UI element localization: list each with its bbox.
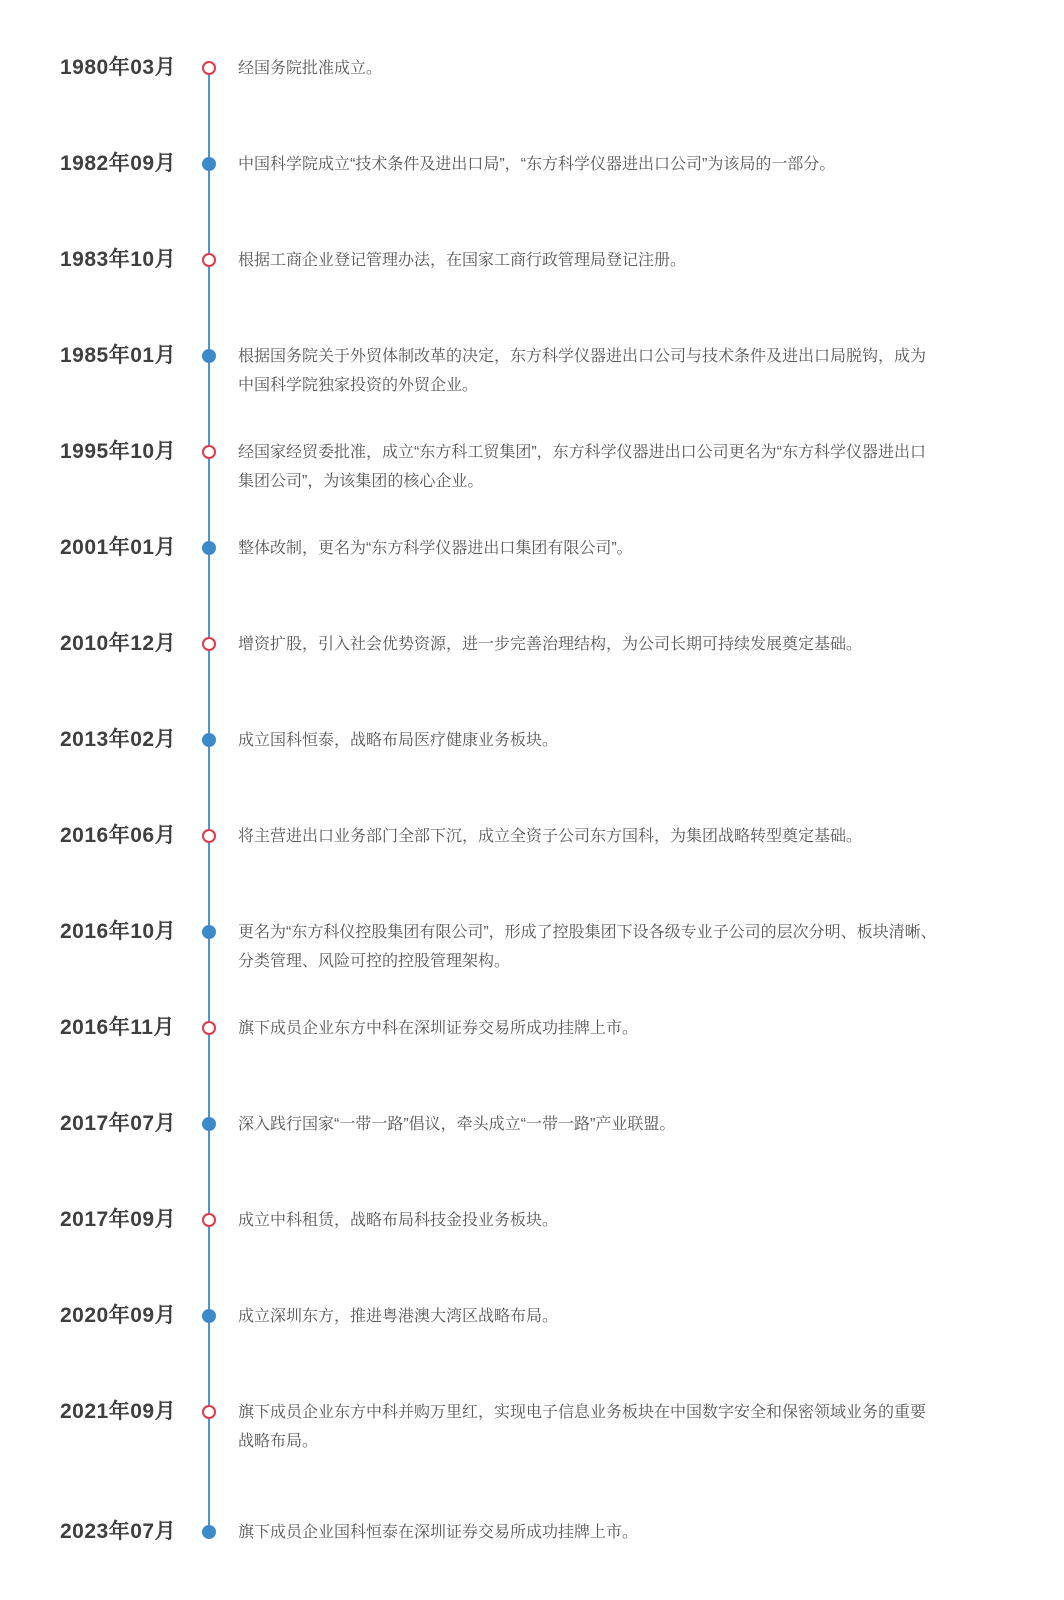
timeline-item-description: 整体改制，更名为“东方科学仪器进出口集团有限公司”。 bbox=[238, 540, 633, 557]
timeline-item-date: 2016年11月 bbox=[60, 1016, 175, 1039]
timeline-item-date: 2016年06月 bbox=[60, 824, 177, 847]
timeline-dot-icon bbox=[202, 1117, 216, 1131]
timeline-ring-icon bbox=[202, 1021, 216, 1035]
timeline-item bbox=[60, 920, 1024, 1016]
timeline-dot-icon bbox=[202, 1525, 216, 1539]
timeline-item-description: 根据国务院关于外贸体制改革的决定，东方科学仪器进出口公司与技术条件及进出口局脱钩，成为中国科学院独家投资的外贸企业。 bbox=[238, 348, 927, 394]
timeline-ring-icon bbox=[202, 1405, 216, 1419]
timeline-item-date: 2017年07月 bbox=[60, 1112, 177, 1135]
timeline-item-description: 深入践行国家“一带一路”倡议，牵头成立“一带一路”产业联盟。 bbox=[238, 1116, 676, 1133]
timeline-item-date: 2016年10月 bbox=[60, 920, 177, 943]
timeline-marker-column bbox=[180, 1304, 238, 1323]
timeline-item bbox=[60, 440, 1024, 536]
timeline-item-description: 成立中科租赁，战略布局科技金投业务板块。 bbox=[238, 1212, 559, 1229]
timeline-item-date: 2020年09月 bbox=[60, 1304, 177, 1327]
timeline-marker-column bbox=[180, 152, 238, 171]
timeline-item bbox=[60, 152, 1024, 248]
timeline-item-date: 2013年02月 bbox=[60, 728, 177, 751]
timeline-item bbox=[60, 344, 1024, 440]
timeline-item-date: 1982年09月 bbox=[60, 152, 177, 175]
timeline-marker-column bbox=[180, 1112, 238, 1131]
timeline-item bbox=[60, 1208, 1024, 1304]
timeline-item-date: 1995年10月 bbox=[60, 440, 177, 463]
timeline-dot-icon bbox=[202, 349, 216, 363]
timeline-item-description: 增资扩股，引入社会优势资源，进一步完善治理结构，为公司长期可持续发展奠定基础。 bbox=[238, 636, 863, 653]
timeline-item-date: 2017年09月 bbox=[60, 1208, 177, 1231]
timeline-item-description: 成立深圳东方，推进粤港澳大湾区战略布局。 bbox=[238, 1308, 559, 1325]
timeline-ring-icon bbox=[202, 61, 216, 75]
timeline-item-date: 1983年10月 bbox=[60, 248, 177, 271]
timeline-item bbox=[60, 1520, 1024, 1568]
timeline-item-date: 1980年03月 bbox=[60, 56, 177, 79]
timeline-marker-column bbox=[180, 1520, 238, 1539]
timeline-ring-icon bbox=[202, 445, 216, 459]
timeline-item bbox=[60, 536, 1024, 632]
timeline-dot-icon bbox=[202, 1309, 216, 1323]
timeline-item-description: 根据工商企业登记管理办法，在国家工商行政管理局登记注册。 bbox=[238, 252, 687, 269]
timeline-item bbox=[60, 632, 1024, 728]
timeline-item bbox=[60, 1304, 1024, 1400]
timeline-ring-icon bbox=[202, 829, 216, 843]
timeline-dot-icon bbox=[202, 925, 216, 939]
timeline-item-date: 2021年09月 bbox=[60, 1400, 177, 1423]
timeline-item-date: 2001年01月 bbox=[60, 536, 177, 559]
timeline-ring-icon bbox=[202, 637, 216, 651]
timeline-item-description: 将主营进出口业务部门全部下沉，成立全资子公司东方国科，为集团战略转型奠定基础。 bbox=[238, 828, 863, 845]
timeline-item-date: 1985年01月 bbox=[60, 344, 177, 367]
timeline-dot-icon bbox=[202, 733, 216, 747]
timeline-item bbox=[60, 248, 1024, 344]
timeline-item-description: 经国家经贸委批准，成立“东方科工贸集团”，东方科学仪器进出口公司更名为“东方科学仪器进出口集团公司”，为该集团的核心企业。 bbox=[238, 444, 926, 490]
timeline-marker-column bbox=[180, 56, 238, 75]
timeline-marker-column bbox=[180, 536, 238, 555]
timeline-item-description: 中国科学院成立“技术条件及进出口局”，“东方科学仪器进出口公司”为该局的一部分。 bbox=[238, 156, 836, 173]
timeline-marker-column bbox=[180, 1208, 238, 1227]
timeline-item-description: 成立国科恒泰，战略布局医疗健康业务板块。 bbox=[238, 732, 559, 749]
timeline-marker-column bbox=[180, 632, 238, 651]
timeline-ring-icon bbox=[202, 1213, 216, 1227]
timeline-item-description: 更名为“东方科仪控股集团有限公司”，形成了控股集团下设各级专业子公司的层次分明、板块清晰、分类管理、风险可控的控股管理架构。 bbox=[238, 924, 937, 970]
timeline-marker-column bbox=[180, 1016, 238, 1035]
timeline-marker-column bbox=[180, 248, 238, 267]
timeline-ring-icon bbox=[202, 253, 216, 267]
timeline-item bbox=[60, 824, 1024, 920]
timeline-marker-column bbox=[180, 824, 238, 843]
timeline-marker-column bbox=[180, 344, 238, 363]
timeline-marker-column bbox=[180, 440, 238, 459]
timeline-marker-column bbox=[180, 728, 238, 747]
timeline-dot-icon bbox=[202, 157, 216, 171]
timeline-item-date: 2023年07月 bbox=[60, 1520, 177, 1543]
timeline-item bbox=[60, 1400, 1024, 1496]
timeline-item-description: 旗下成员企业东方中科并购万里红，实现电子信息业务板块在中国数字安全和保密领域业务的重要战略布局。 bbox=[238, 1404, 927, 1450]
timeline-item-description: 旗下成员企业国科恒泰在深圳证券交易所成功挂牌上市。 bbox=[238, 1524, 639, 1541]
timeline-item bbox=[60, 1112, 1024, 1208]
timeline-item-description: 旗下成员企业东方中科在深圳证券交易所成功挂牌上市。 bbox=[238, 1020, 639, 1037]
timeline-marker-column bbox=[180, 920, 238, 939]
timeline-item-description: 经国务院批准成立。 bbox=[238, 60, 383, 77]
timeline-dot-icon bbox=[202, 541, 216, 555]
timeline-item bbox=[60, 56, 1024, 152]
timeline-item bbox=[60, 1016, 1024, 1112]
timeline-marker-column bbox=[180, 1400, 238, 1419]
timeline-item-date: 2010年12月 bbox=[60, 632, 177, 655]
timeline-item bbox=[60, 728, 1024, 824]
timeline-list bbox=[60, 56, 1024, 1568]
